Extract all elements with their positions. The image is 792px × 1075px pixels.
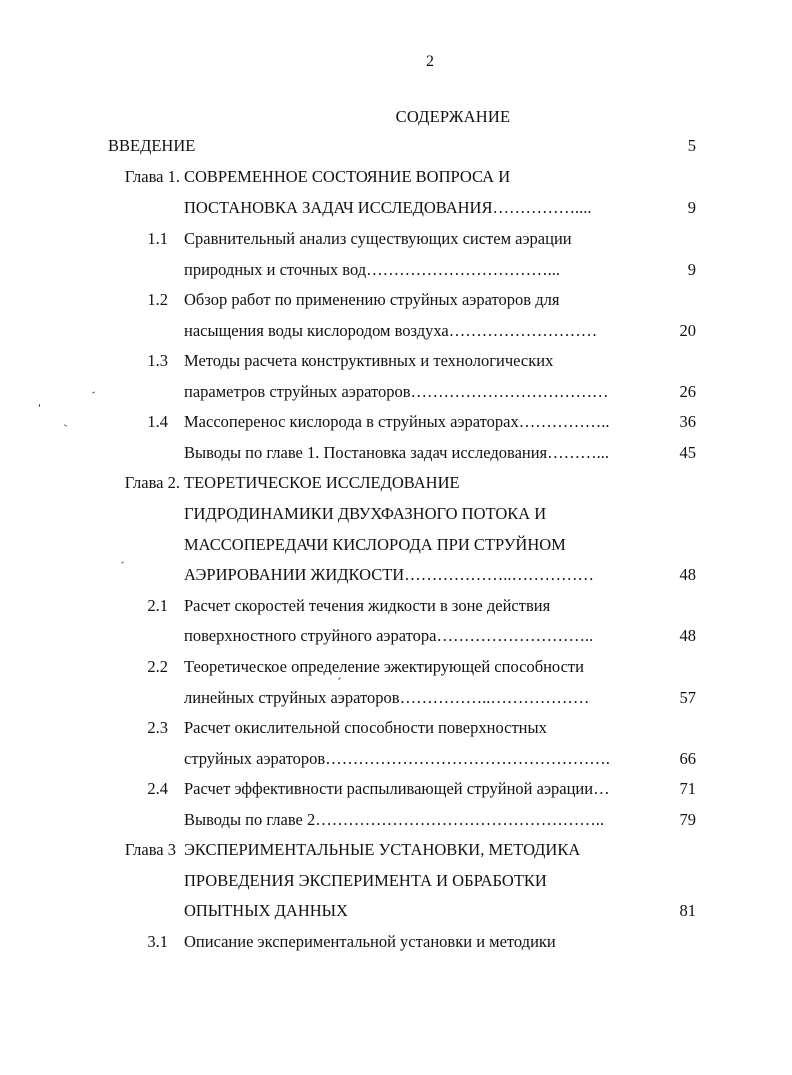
toc-entry-label: 2.3: [147, 718, 168, 737]
toc-entry-text: ПОСТАНОВКА ЗАДАЧ ИССЛЕДОВАНИЯ……………....: [184, 198, 592, 217]
toc-entry-text: Расчет эффективности распыливающей струйной аэрации…: [184, 779, 610, 798]
toc-entry-text: Массоперенос кислорода в струйных аэраторах……………..: [184, 412, 610, 431]
toc-entry: [0, 136, 792, 166]
toc-entry-text: Обзор работ по применению струйных аэраторов для: [184, 290, 560, 309]
toc-entry-text: ГИДРОДИНАМИКИ ДВУХФАЗНОГО ПОТОКА И: [184, 504, 547, 523]
toc-entry: [0, 167, 792, 197]
scan-speck: [39, 404, 40, 407]
toc-entry-text: МАССОПЕРЕДАЧИ КИСЛОРОДА ПРИ СТРУЙНОМ: [184, 535, 566, 554]
toc-entry-page: 48: [679, 565, 696, 584]
toc-entry: [0, 321, 792, 351]
toc-entry-text: насыщения воды кислородом воздуха………………………: [184, 321, 598, 340]
toc-entry-text: Выводы по главе 1. Постановка задач исследования………...: [184, 443, 610, 462]
toc-entry-text: СОВРЕМЕННОЕ СОСТОЯНИЕ ВОПРОСА И: [184, 167, 511, 186]
toc-entry: [0, 412, 792, 442]
toc-entry-label: 2.1: [147, 596, 168, 615]
toc-entry-page: 57: [679, 688, 696, 707]
toc-entry: [0, 504, 792, 534]
toc-entry: [0, 657, 792, 687]
toc-entry: [0, 901, 792, 931]
toc-entry-page: 9: [687, 198, 696, 217]
toc-entry-text: ТЕОРЕТИЧЕСКОЕ ИССЛЕДОВАНИЕ: [184, 473, 460, 492]
toc-entry-text: линейных струйных аэраторов……………..………………: [184, 688, 590, 707]
toc-entry-text: поверхностного струйного аэратора………………………..: [184, 626, 594, 645]
toc-entry: [0, 718, 792, 748]
toc-entry-text: струйных аэраторов…………………………………………….: [184, 749, 610, 768]
toc-entry: [0, 626, 792, 656]
toc-entry: [0, 535, 792, 565]
toc-entry: [0, 382, 792, 412]
toc-entry-label: Глава 3: [124, 840, 176, 859]
page-number: 2: [426, 53, 434, 70]
toc-entry-text: ЭКСПЕРИМЕНТАЛЬНЫЕ УСТАНОВКИ, МЕТОДИКА: [184, 840, 581, 859]
toc-entry: [0, 749, 792, 779]
toc-entry-label: Глава 1.: [124, 167, 180, 186]
toc-entry-text: Теоретическое определение эжектирующей способности: [184, 657, 584, 676]
toc-entry: [0, 688, 792, 718]
toc-entry-page: 36: [679, 412, 696, 431]
toc-entry-label: 2.4: [147, 779, 168, 798]
toc-entry-page: 26: [679, 382, 696, 401]
toc-entry: [0, 290, 792, 320]
toc-entry-label: 1.1: [147, 229, 168, 248]
toc-entry-label: 2.2: [147, 657, 168, 676]
toc-entry: [0, 229, 792, 259]
toc-entry: [0, 871, 792, 901]
toc-entry-text: Сравнительный анализ существующих систем аэрации: [184, 229, 572, 248]
toc-entry-text: параметров струйных аэраторов………………………………: [184, 382, 609, 401]
toc-entry-text: Расчет скоростей течения жидкости в зоне действия: [184, 596, 551, 615]
toc-entry: [0, 198, 792, 228]
toc-entry-page: 20: [679, 321, 696, 340]
toc-entry-page: 79: [679, 810, 696, 829]
toc-entry-text: Расчет окислительной способности поверхностных: [184, 718, 547, 737]
toc-entry-text: ОПЫТНЫХ ДАННЫХ: [184, 901, 348, 920]
toc-entry: [0, 473, 792, 503]
toc-entry-page: 71: [679, 779, 696, 798]
toc-entry: [0, 260, 792, 290]
toc-entry-page: 66: [679, 749, 696, 768]
toc-entry: [0, 932, 792, 962]
toc-entry: [0, 565, 792, 595]
toc-entry-text: ПРОВЕДЕНИЯ ЭКСПЕРИМЕНТА И ОБРАБОТКИ: [184, 871, 547, 890]
toc-entry-text: Методы расчета конструктивных и технологических: [184, 351, 554, 370]
toc-entry: [0, 443, 792, 473]
toc-entry: [0, 810, 792, 840]
toc-title: СОДЕРЖАНИЕ: [395, 107, 511, 126]
toc-entry: [0, 351, 792, 381]
toc-entry-page: 48: [679, 626, 696, 645]
toc-entry-label: Глава 2.: [124, 473, 180, 492]
toc-entry-page: 9: [687, 260, 696, 279]
toc-entry: [0, 596, 792, 626]
toc-entry-page: 81: [679, 901, 696, 920]
toc-entry-text: Выводы по главе 2……………………………………………..: [184, 810, 604, 829]
toc-entry-text: АЭРИРОВАНИИ ЖИДКОСТИ………………..……………: [184, 565, 594, 584]
toc-entry-text: Описание экспериментальной установки и методики: [184, 932, 556, 951]
toc-entry-page: 45: [679, 443, 696, 462]
toc-entry: [0, 779, 792, 809]
toc-entry-text: природных и сточных вод……………………………...: [184, 260, 561, 279]
toc-entry-page: 5: [687, 136, 696, 155]
toc-entry-label: 1.4: [147, 412, 168, 431]
toc-entry-label: 3.1: [147, 932, 168, 951]
toc-entry-label: 1.2: [147, 290, 168, 309]
toc-entry: [0, 840, 792, 870]
toc-entry-label: 1.3: [147, 351, 168, 370]
toc-entry-text: ВВЕДЕНИЕ: [108, 136, 196, 155]
